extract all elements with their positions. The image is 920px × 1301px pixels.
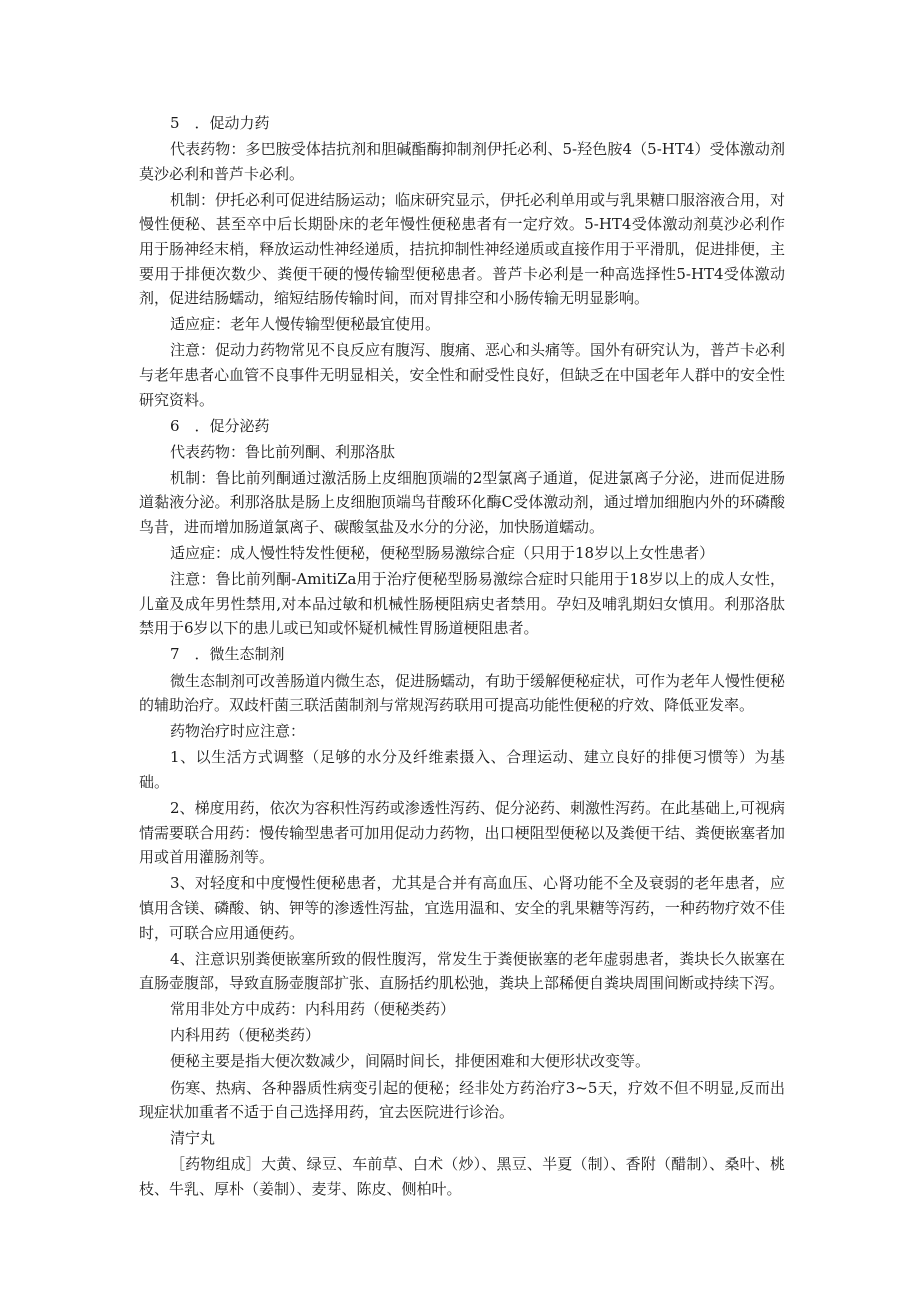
paragraph-probiotics: 微生态制剂可改善肠道内微生态，促进肠蠕动，有助于缓解便秘症状，可作为老年人慢性便秘的辅助治疗。双歧杆菌三联活菌制剂与常规泻药联用可提高功能性便秘的疗效、降低亚发率。 [139,671,786,715]
paragraph-representative-drugs: 代表药物：鲁比前列酮、利那洛肽 [170,442,396,461]
list-item-note-1: 1、以生活方式调整（足够的水分及纤维素摄入、合理运动、建立良好的排便习惯等）为基础。 [139,748,785,791]
paragraph-otc-warning: 伤寒、热病、各种器质性病变引起的便秘；经非处方药治疗3~5天，疗效不但不明显,反而出现症状加重者不适于自己选择用药，宜去医院进行诊治。 [139,1078,785,1122]
section-heading-prokinetics: 5 ．促动力药 [170,114,270,132]
document-body [139,111,785,1203]
list-item-note-3: 3、对轻度和中度慢性便秘患者，尤其是合并有高血压、心肾功能不全及衰弱的老年患者，应慎用含镁、磷酸、钠、钾等的渗透性泻盐，宜选用温和、安全的乳果糖等泻药，一种药物疗效不佳时，可联合应用通便药。 [139,874,785,942]
section-heading-internal-medicine: 内科用药（便秘类药） [170,1026,321,1045]
section-heading-secretagogues: 6 ．促分泌药 [170,416,270,435]
paragraph-indication: 适应症：成人慢性特发性便秘，便秘型肠易激综合症（只用于18岁以上女性患者） [170,544,715,563]
paragraph-mechanism: 机制：伊托必利可促进结肠运动；临床研究显示，伊托必利单用或与乳果糖口服溶液合用，对慢性便秘、甚至卒中后长期卧床的老年慢性便秘患者有一定疗效。5-HT4受体激动剂莫沙必利作用于肠神经末梢，释放运动性神经递质，拮抗抑制性神经递质或直接作用于平滑肌，促进排便，主要用于排便次数少、粪便干硬的慢传输型便秘患者。普芦卡必利是一种高选择性5-HT4受体激动剂，促进结肠蠕动，缩短结肠传输时间，而对胃排空和小肠传输无明显影响。 [139,190,786,308]
section-heading-probiotics: 7 ．微生态制剂 [170,645,285,664]
paragraph-caution: 注意：鲁比前列酮-AmitiZa用于治疗便秘型肠易激综合症时只能用于18岁以上的成人女性，儿童及成年男性禁用,对本品过敏和机械性肠梗阻病史者禁用。孕妇及哺乳期妇女慎用。利那洛肽禁用于6岁以下的患儿或已知或怀疑机械性胃肠道梗阻患者。 [139,570,785,638]
paragraph-indication: 适应症：老年人慢传输型便秘最宜使用。 [170,315,441,334]
list-item-note-4: 4、注意识别粪便嵌塞所致的假性腹泻，常发生于粪便嵌塞的老年虚弱患者，粪块长久嵌塞在直肠壶腹部，导致直肠壶腹部扩张、直肠括约肌松弛，粪块上部稀便自粪块周围间断或持续下泻。 [139,949,785,993]
paragraph-representative-drugs: 代表药物：多巴胺受体拮抗剂和胆碱酯酶抑制剂伊托必利、5-羟色胺4（5-HT4）受体激动剂莫沙必利和普芦卡必利。 [139,140,785,183]
drug-name-qingning-pill: 清宁丸 [170,1129,216,1148]
paragraph-mechanism: 机制：鲁比前列酮通过激活肠上皮细胞顶端的2型氯离子通道，促进氯离子分泌，进而促进肠道黏液分泌。利那洛肽是肠上皮细胞顶端鸟苷酸环化酶C受体激动剂，通过增加细胞内外的环磷酸鸟昔，进而增加肠道氯离子、碳酸氢盐及水分的分泌，加快肠道蠕动。 [139,468,785,536]
paragraph-caution: 注意：促动力药物常见不良反应有腹泻、腹痛、恶心和头痛等。国外有研究认为，普芦卡必利与老年患者心血管不良事件无明显相关，安全性和耐受性良好，但缺乏在中国老年人群中的安全性研究资料。 [139,341,786,409]
paragraph-otc-title: 常用非处方中成药：内科用药（便秘类药） [170,1000,456,1019]
paragraph-drug-composition: ［药物组成］大黄、绿豆、车前草、白术（炒）、黑豆、半夏（制）、香附（醋制）、桑叶、桃枝、牛乳、厚朴（姜制）、麦芽、陈皮、侧柏叶。 [139,1155,785,1198]
paragraph-notes-title: 药物治疗时应注意： [170,722,306,741]
list-item-note-2: 2、梯度用药，依次为容积性泻药或渗透性泻药、促分泌药、刺激性泻药。在此基础上,可视病情需要联合用药：慢传输型患者可加用促动力药物，出口梗阻型便秘以及粪便干结、粪便嵌塞者加用或首用灌肠剂等。 [139,799,785,867]
paragraph-constipation-definition: 便秘主要是指大便次数减少，间隔时间长，排便困难和大便形状改变等。 [170,1052,651,1071]
